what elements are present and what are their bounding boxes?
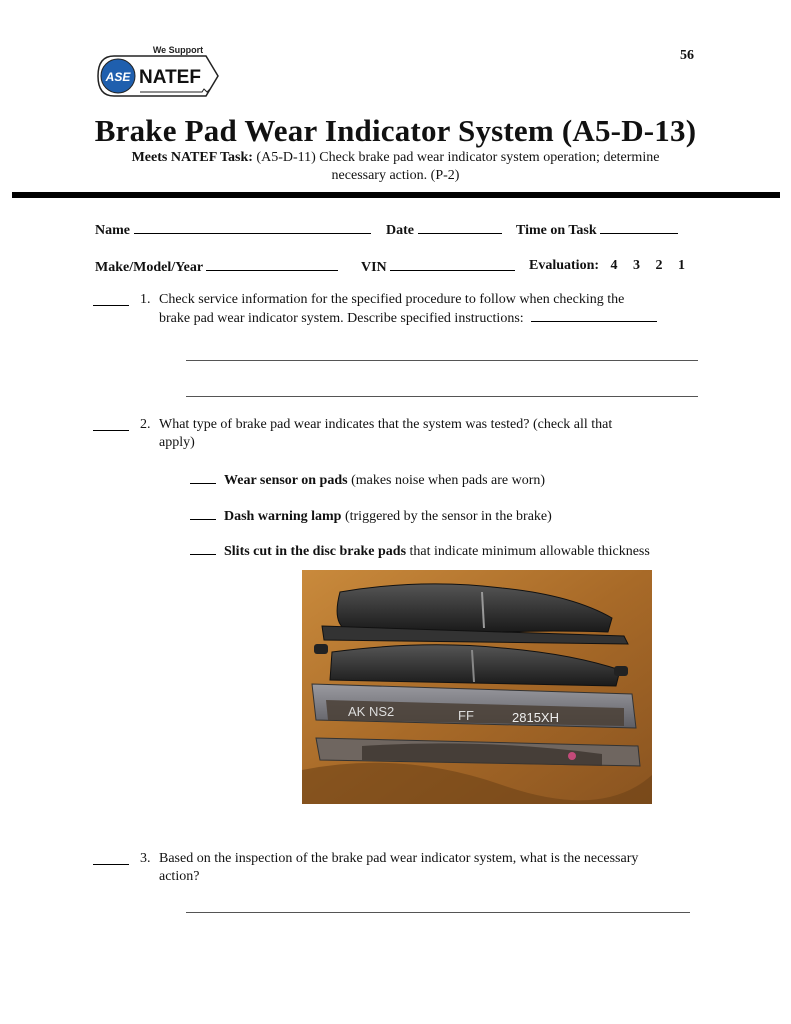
q2-option-3-bold: Slits cut in the disc brake pads: [224, 544, 407, 559]
evaluation-label: Evaluation:: [529, 258, 600, 273]
q1-answer-line-2[interactable]: [186, 396, 698, 397]
header-divider: [12, 192, 780, 198]
name-label: Name: [95, 223, 130, 238]
q2-option-2-blank[interactable]: [190, 507, 216, 520]
task-text-1: (A5-D-11) Check brake pad wear indicator system operation; determine: [256, 150, 660, 165]
page-number: 56: [680, 48, 694, 63]
q2-option-1-text: (makes noise when pads are worn): [347, 473, 546, 488]
name-input-line[interactable]: [134, 221, 371, 234]
q2-text-line1: What type of brake pad wear indicates that the system was tested? (check all that: [159, 417, 613, 432]
q2-option-2-text: (triggered by the sensor in the brake): [341, 509, 552, 524]
make-model-year-input-line[interactable]: [206, 258, 338, 271]
q1-text-line2-content: brake pad wear indicator system. Describe specified instructions:: [159, 311, 524, 326]
date-input-line[interactable]: [418, 221, 502, 234]
q3-check-blank[interactable]: [93, 852, 129, 865]
q1-answer-line-1[interactable]: [186, 360, 698, 361]
make-model-year-label: Make/Model/Year: [95, 260, 203, 275]
natef-logo: [94, 42, 224, 110]
evaluation-score-1[interactable]: 1: [678, 258, 686, 273]
evaluation-score-4[interactable]: 4: [610, 258, 618, 273]
q1-text-line2: [159, 309, 657, 328]
vin-label: VIN: [361, 260, 387, 275]
q2-text-line2: apply): [159, 435, 195, 450]
date-label: Date: [386, 223, 414, 238]
svg-text:ASE: ASE: [105, 70, 131, 84]
q2-option-1-bold: Wear sensor on pads: [224, 473, 348, 488]
q2-option-wear-sensor[interactable]: [190, 471, 545, 489]
time-on-task-label: Time on Task: [516, 223, 597, 238]
vin-field[interactable]: [361, 258, 515, 276]
q2-option-slits[interactable]: [190, 542, 650, 560]
svg-text:NATEF: NATEF: [139, 67, 201, 88]
q2-option-1-blank[interactable]: [190, 471, 216, 484]
brake-pads-photo: [302, 570, 652, 804]
q3-text-line2: action?: [159, 869, 200, 884]
time-on-task-input-line[interactable]: [600, 221, 678, 234]
name-field[interactable]: [95, 221, 371, 239]
pad-label-2: FF: [458, 708, 474, 723]
q2-option-2-bold: Dash warning lamp: [224, 509, 342, 524]
q1-number: 1.: [140, 292, 151, 307]
q2-option-dash-lamp[interactable]: [190, 507, 552, 525]
q3-text-line1: Based on the inspection of the brake pad wear indicator system, what is the necessary: [159, 851, 639, 866]
page-title: Brake Pad Wear Indicator System (A5-D-13): [94, 113, 697, 148]
q2-number: 2.: [140, 417, 151, 432]
date-field[interactable]: [386, 221, 502, 239]
evaluation-score-2[interactable]: 2: [655, 258, 663, 273]
q2-option-3-text: that indicate minimum allowable thickness: [406, 544, 650, 559]
vin-input-line[interactable]: [390, 258, 515, 271]
pad-label-1: AK NS2: [348, 704, 395, 719]
evaluation-score-3[interactable]: 3: [633, 258, 641, 273]
make-model-year-field[interactable]: [95, 258, 338, 276]
q2-check-blank[interactable]: [93, 418, 129, 431]
task-description-line1: [0, 150, 791, 166]
q2-option-3-blank[interactable]: [190, 542, 216, 555]
time-on-task-field[interactable]: [516, 221, 678, 239]
pad-label-3: 2815XH: [512, 710, 559, 725]
q1-text-line1: Check service information for the specified procedure to follow when checking the: [159, 292, 625, 307]
svg-text:We Support: We Support: [152, 45, 204, 55]
q1-check-blank[interactable]: [93, 293, 129, 306]
evaluation-field: [529, 258, 685, 274]
q3-answer-line[interactable]: [186, 912, 690, 913]
q1-instructions-input[interactable]: [531, 309, 657, 322]
task-prefix: Meets NATEF Task:: [131, 150, 253, 165]
task-description-line2: necessary action. (P-2): [331, 168, 460, 183]
q3-number: 3.: [140, 851, 151, 866]
